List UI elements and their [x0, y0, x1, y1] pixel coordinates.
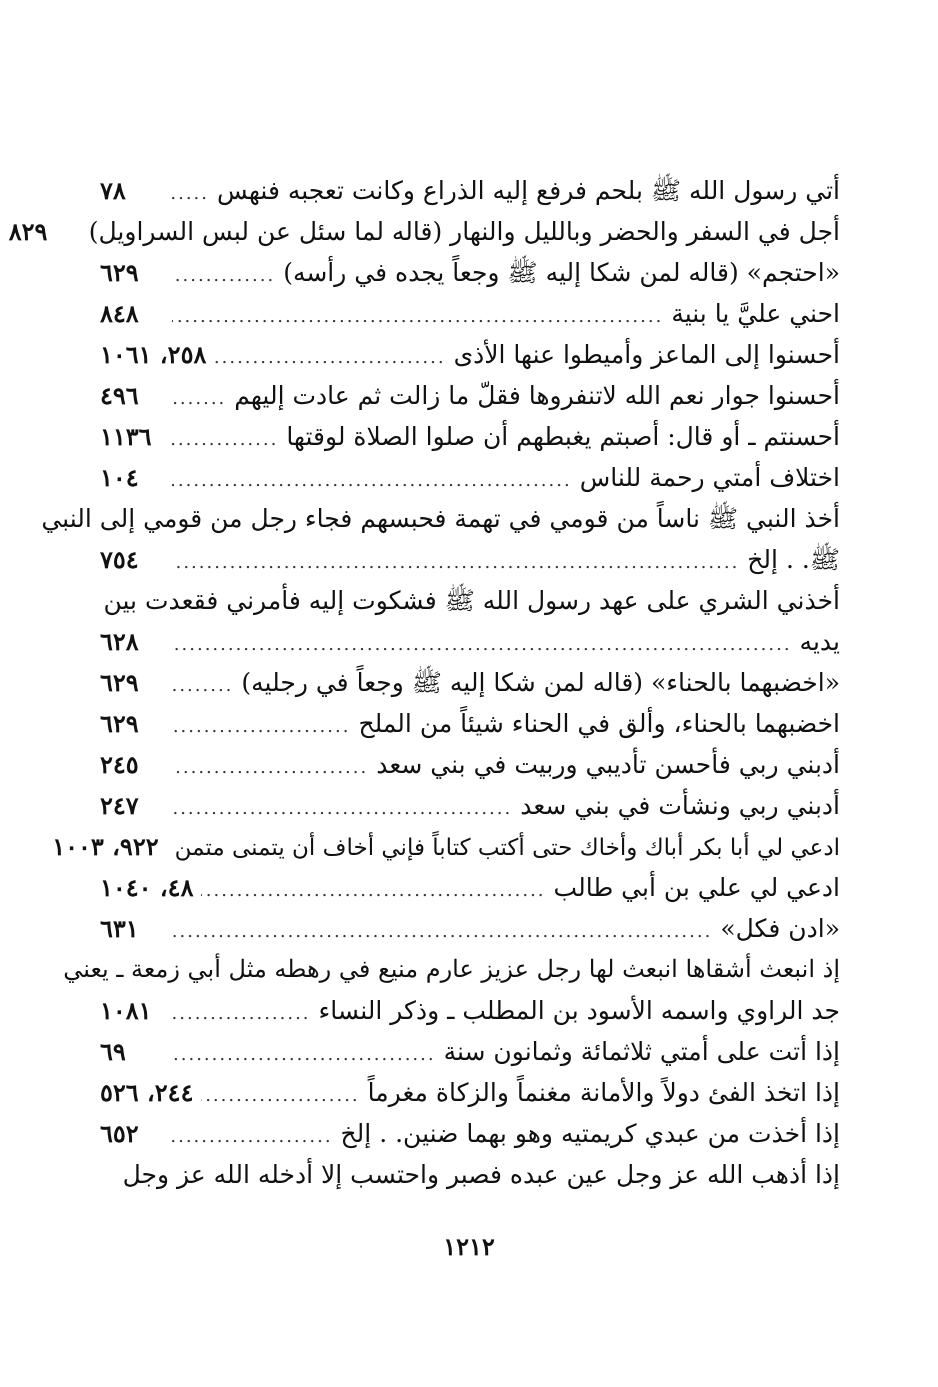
index-entry	[100, 252, 840, 293]
index-entry	[100, 703, 840, 744]
entry-page: ٧٨	[100, 176, 126, 205]
entry-text: أدبني ربي ونشأت في بني سعد	[520, 791, 840, 820]
index-entry	[63, 949, 840, 990]
leader-dots	[172, 993, 311, 1034]
entry-text: أحسنتم ـ أو قال: أصبتم يغبطهم أن صلوا الصلاة لوقتها	[286, 422, 840, 451]
index-entry	[8, 211, 840, 252]
entry-page: ٢٥٨، ١٠٦١	[100, 340, 207, 369]
entry-text: أحسنوا جوار نعم الله لاتنفروها فقلّ ما زالت ثم عادت إليهم	[234, 381, 840, 410]
index-entry	[52, 826, 840, 867]
entry-text: اختلاف أمتي رحمة للناس	[579, 463, 840, 492]
entry-page: ٤٩٦	[100, 381, 139, 410]
index-entry	[100, 334, 840, 375]
leader-dots	[214, 337, 445, 378]
leader-dots	[201, 1075, 359, 1116]
index-list	[8, 170, 840, 1195]
entry-page: ٦٢٨	[100, 627, 139, 656]
entry-text: احني عليَّ يا بنية	[671, 299, 840, 328]
index-entry	[100, 1031, 840, 1072]
index-entry	[100, 170, 840, 211]
entry-page: ٧٥٤	[100, 545, 139, 574]
entry-text: أتي رسول الله ﷺ بلحم فرفع إليه الذراع وكانت تعجبه فنهس	[217, 176, 840, 205]
index-entry	[100, 662, 840, 703]
entry-page: ٦٣١	[100, 914, 139, 943]
index-entry	[100, 375, 840, 416]
index-entry	[100, 867, 840, 908]
index-entry	[100, 908, 840, 949]
entry-page: ١١٣٦	[100, 422, 152, 451]
entry-text: إذا اتخذ الفئ دولاً والأمانة مغنماً والزكاة مغرماً	[367, 1078, 840, 1107]
leader-dots	[172, 255, 275, 296]
entry-text: «ادن فكل»	[720, 914, 840, 943]
leader-dots	[172, 419, 278, 460]
index-entry	[100, 990, 840, 1031]
entry-text: ادعي لي أبا بكر أباك وأخاك حتى أكتب كتاباً فإني أخاف أن يتمنى متمن	[174, 835, 840, 861]
leader-dots	[201, 870, 545, 911]
entry-text: أحسنوا إلى الماعز وأميطوا عنها الأذى	[453, 340, 840, 369]
leader-dots	[172, 665, 233, 706]
entry-page: ٦٢٩	[100, 709, 139, 738]
leader-dots	[172, 173, 209, 214]
entry-page: ٤٨، ١٠٤٠	[100, 873, 194, 902]
entry-page: ٨٢٩	[8, 217, 48, 246]
index-entry	[100, 1072, 840, 1113]
leader-dots	[172, 1116, 333, 1157]
index-entry	[100, 1113, 840, 1154]
leader-dots	[172, 788, 512, 829]
entry-text: «اخضبهما بالحناء» (قاله لمن شكا إليه ﷺ وجعاً في رجليه)	[241, 668, 840, 697]
entry-text: أخذ النبي ﷺ ناساً من قومي في تهمة فحبسهم فجاء رجل من قومي إلى النبي	[41, 504, 840, 533]
entry-text: ادعي لي علي بن أبي طالب	[553, 873, 840, 902]
leader-dots	[172, 747, 368, 788]
entry-page: ١٠٤	[100, 463, 139, 492]
entry-text: إذا أخذت من عبدي كريمتيه وهو بهما ضنين. . إلخ	[340, 1119, 840, 1148]
index-entry	[100, 539, 840, 580]
index-entry	[100, 1154, 840, 1195]
leader-dots	[172, 911, 712, 952]
entry-text: ﷺ. . إلخ	[747, 545, 840, 574]
index-entry	[100, 785, 840, 826]
entry-page: ١٠٨١	[100, 996, 152, 1025]
entry-page: ٩٢٢، ١٠٠٣	[52, 832, 159, 861]
entry-page: ٨٤٨	[100, 299, 139, 328]
index-entry	[100, 580, 840, 621]
entry-page: ٢٤٧	[100, 791, 139, 820]
leader-dots	[172, 460, 572, 501]
index-entry	[100, 621, 840, 662]
leader-dots	[172, 296, 663, 337]
entry-page: ٦٩	[100, 1037, 126, 1066]
index-entry	[100, 416, 840, 457]
leader-dots	[172, 624, 792, 665]
page-number: ١٢١٢	[443, 1232, 495, 1261]
index-entry	[100, 457, 840, 498]
entry-text: جد الراوي واسمه الأسود بن المطلب ـ وذكر النساء	[318, 996, 840, 1025]
index-entry	[100, 293, 840, 334]
index-entry	[100, 744, 840, 785]
entry-page: ٢٤٥	[100, 750, 139, 779]
entry-text: أدبني ربي فأحسن تأديبي وربيت في بني سعد	[376, 750, 840, 779]
entry-page: ٢٤٤، ٥٢٦	[100, 1078, 194, 1107]
entry-page: ٦٢٩	[100, 258, 139, 287]
leader-dots	[172, 706, 350, 747]
entry-page: ٦٢٩	[100, 668, 139, 697]
index-entry	[41, 498, 840, 539]
entry-text: «احتجم» (قاله لمن شكا إليه ﷺ وجعاً يجده في رأسه)	[283, 258, 840, 287]
entry-text: يديه	[799, 627, 840, 656]
leader-dots	[172, 1034, 436, 1075]
entry-text: إذ انبعث أشقاها انبعث لها رجل عزيز عارم منيع في رهطه مثل أبي زمعة ـ يعني	[63, 955, 840, 983]
entry-text: اخضبهما بالحناء، وألق في الحناء شيئاً من الملح	[358, 709, 840, 738]
entry-text: أجل في السفر والحضر وبالليل والنهار (قاله لما سئل عن لبس السراويل)	[88, 217, 840, 246]
entry-text: إذا أتت على أمتي ثلاثمائة وثمانون سنة	[443, 1037, 840, 1066]
leader-dots	[172, 542, 739, 583]
entry-text: إذا أذهب الله عز وجل عين عبده فصبر واحتسب إلا أدخله الله عز وجل	[122, 1160, 840, 1189]
leader-dots	[172, 378, 226, 419]
entry-page: ٦٥٢	[100, 1119, 139, 1148]
entry-text: أخذني الشري على عهد رسول الله ﷺ فشكوت إليه فأمرني فقعدت بين	[103, 586, 840, 615]
